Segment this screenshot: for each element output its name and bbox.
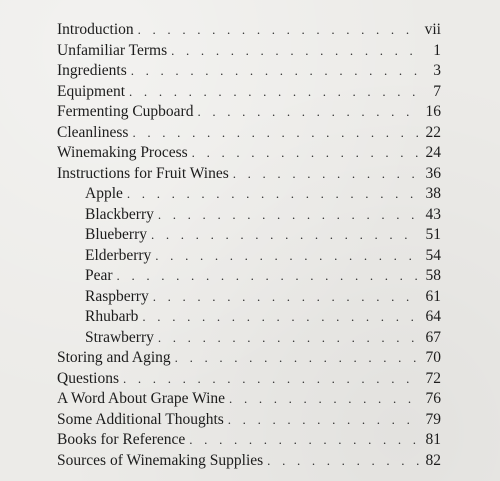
toc-entry — [57, 123, 441, 144]
toc-entry-title: Winemaking Process — [57, 144, 188, 161]
toc-entry-page-number: 36 — [425, 164, 441, 182]
dot-leader — [233, 164, 419, 185]
toc-entry-page-number: 82 — [425, 451, 441, 469]
toc-subentry — [57, 246, 441, 267]
dot-leader — [123, 369, 419, 390]
toc-entry-title: Strawberry — [85, 328, 154, 346]
toc-entry-title: Instructions for Fruit Wines — [57, 164, 229, 182]
toc-entry-page-number: 81 — [425, 431, 441, 448]
toc-entry — [57, 61, 441, 82]
toc-entry-page-number: 72 — [425, 369, 441, 387]
toc-entry-title: Questions — [57, 369, 119, 387]
toc-entry — [57, 369, 441, 390]
toc-entry-page-number: 70 — [425, 349, 441, 366]
dot-leader — [127, 184, 419, 205]
toc-entry-title: Apple — [85, 185, 123, 202]
dot-leader — [142, 307, 419, 328]
toc-entry-page-number: 7 — [433, 82, 441, 100]
dot-leader — [197, 102, 419, 123]
toc-subentry — [57, 205, 441, 226]
dot-leader — [175, 348, 419, 369]
dot-leader — [151, 225, 419, 246]
toc-entry — [57, 451, 441, 472]
toc-entry-title: Equipment — [57, 82, 126, 100]
toc-entry — [57, 164, 441, 185]
toc-entry-page-number: 58 — [425, 267, 441, 284]
toc-entry-title: Blackberry — [85, 205, 154, 223]
toc-entry-page-number: 61 — [425, 287, 441, 305]
toc-subentry — [57, 184, 441, 205]
toc-entry-page-number: 76 — [425, 390, 441, 407]
toc-entry-title: A Word About Grape Wine — [57, 390, 226, 407]
toc-entry-page-number: 67 — [425, 328, 441, 346]
toc-entry-title: Introduction — [57, 21, 134, 38]
toc-entry-page-number: 24 — [425, 144, 441, 161]
dot-leader — [158, 328, 419, 349]
toc-entry — [57, 430, 441, 451]
toc-entry — [57, 82, 441, 103]
dot-leader — [229, 389, 419, 410]
toc-entry-page-number: 79 — [425, 410, 441, 428]
toc-entry-page-number: 1 — [433, 41, 441, 59]
toc-entry-page-number: 16 — [425, 103, 441, 120]
dot-leader — [138, 20, 419, 41]
toc-subentry — [57, 328, 441, 349]
toc-entry-page-number: 54 — [425, 246, 441, 264]
toc-entry-title: Unfamiliar Terms — [57, 41, 168, 59]
toc-entry-title: Cleanliness — [57, 123, 129, 141]
toc-subentry — [57, 225, 441, 246]
toc-entry-page-number: 22 — [425, 123, 441, 141]
toc-entry-title: Fermenting Cupboard — [57, 103, 194, 120]
dot-leader — [132, 123, 419, 144]
toc-entry — [57, 41, 441, 62]
dot-leader — [267, 451, 419, 472]
toc-subentry — [57, 287, 441, 308]
dot-leader — [228, 410, 419, 431]
toc-entry-title: Sources of Winemaking Supplies — [57, 451, 264, 469]
toc-entry-page-number: 64 — [425, 308, 441, 325]
toc-entry-title: Rhubarb — [85, 308, 139, 325]
table-of-contents — [57, 20, 441, 471]
dot-leader — [171, 41, 419, 62]
toc-entry-page-number: 51 — [425, 226, 441, 243]
toc-entry — [57, 102, 441, 123]
dot-leader — [153, 287, 419, 308]
toc-entry-page-number: 43 — [425, 205, 441, 223]
dot-leader — [192, 143, 419, 164]
dot-leader — [129, 82, 419, 103]
toc-entry-title: Raspberry — [85, 287, 149, 305]
toc-entry — [57, 143, 441, 164]
toc-entry-title: Ingredients — [57, 62, 127, 79]
toc-entry-title: Elderberry — [85, 246, 152, 264]
toc-entry-page-number: 38 — [425, 185, 441, 202]
toc-entry-title: Books for Reference — [57, 431, 186, 448]
dot-leader — [155, 246, 419, 267]
toc-entry-title: Some Additional Thoughts — [57, 410, 224, 428]
toc-entry — [57, 410, 441, 431]
dot-leader — [131, 61, 419, 82]
toc-entry-page-number: vii — [424, 21, 441, 38]
toc-entry — [57, 389, 441, 410]
dot-leader — [117, 266, 419, 287]
dot-leader — [189, 430, 419, 451]
toc-entry — [57, 348, 441, 369]
toc-subentry — [57, 266, 441, 287]
dot-leader — [158, 205, 419, 226]
toc-entry-title: Blueberry — [85, 226, 147, 243]
toc-subentry — [57, 307, 441, 328]
toc-entry-title: Pear — [85, 267, 113, 284]
toc-entry — [57, 20, 441, 41]
toc-entry-page-number: 3 — [433, 62, 441, 79]
toc-entry-title: Storing and Aging — [57, 349, 171, 366]
